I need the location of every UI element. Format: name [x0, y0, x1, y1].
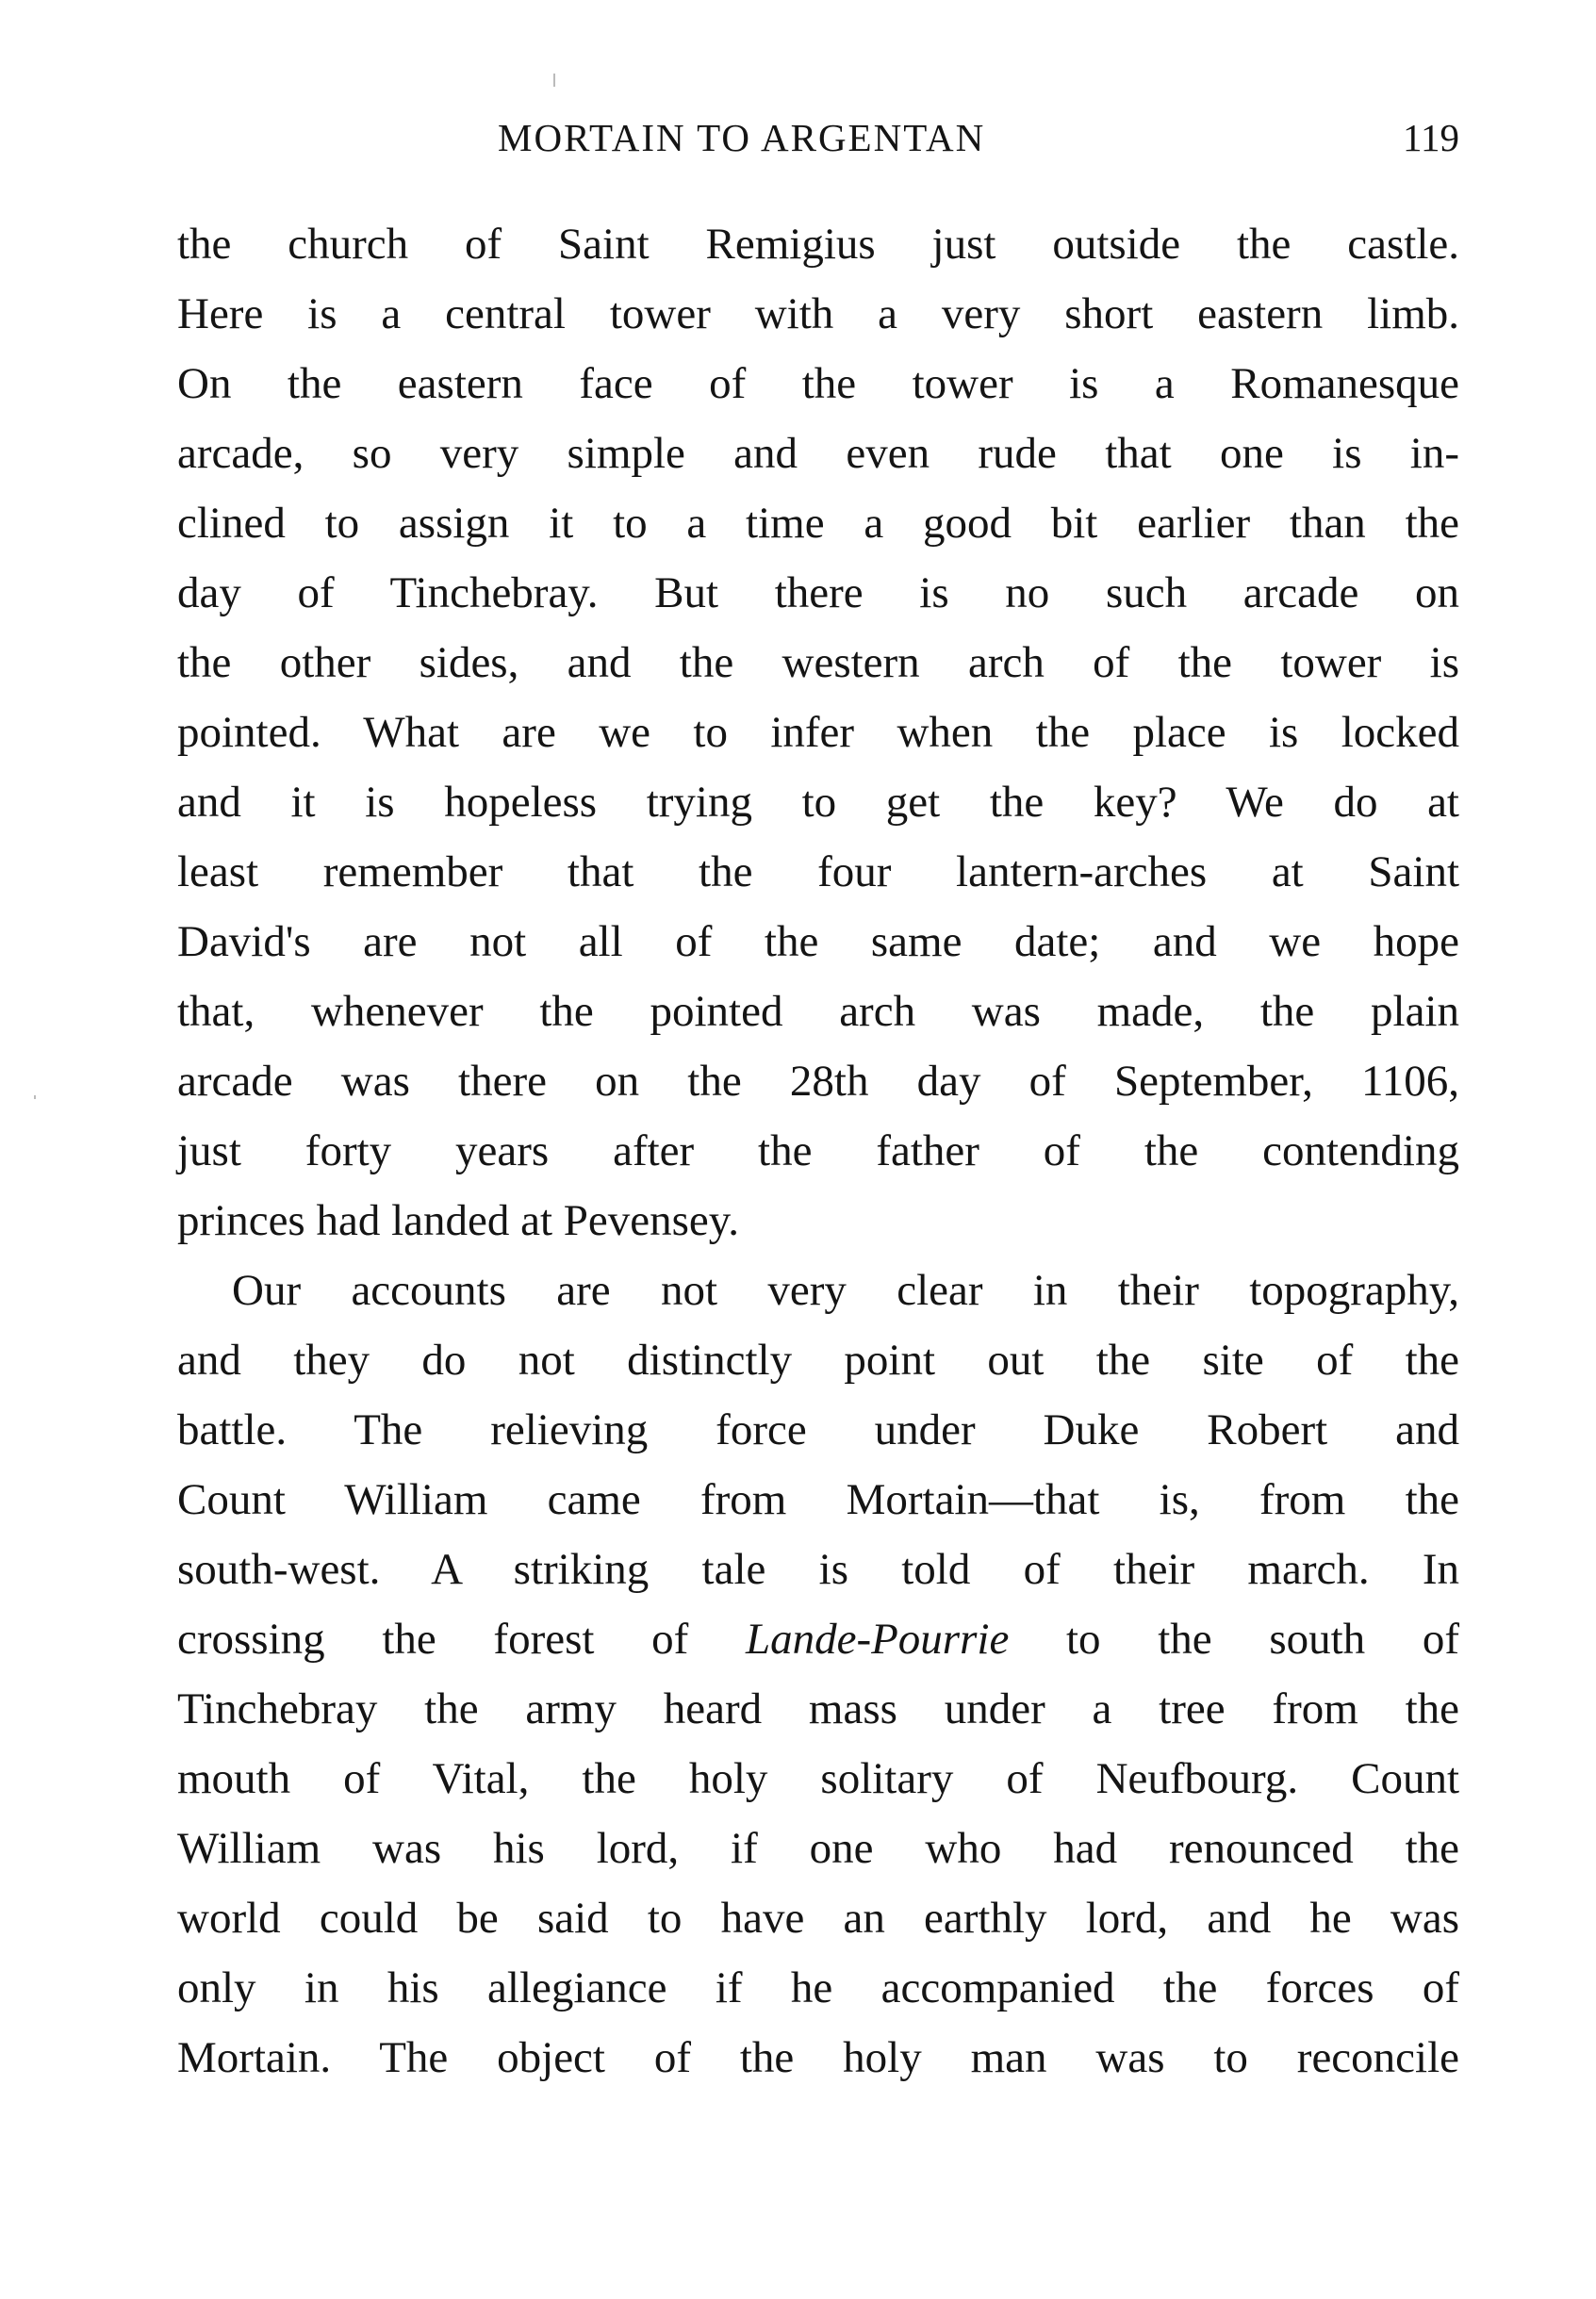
text-line: the other sides, and the western arch of the tower is [177, 638, 1459, 687]
text-line: On the eastern face of the tower is a Romanesque [177, 359, 1459, 408]
text-line: and they do not distinctly point out the site of the [177, 1336, 1459, 1385]
scan-speck [553, 74, 555, 87]
text-line: Tinchebray the army heard mass under a tree from the [177, 1684, 1459, 1733]
text-line: William was his lord, if one who had renounced the [177, 1824, 1459, 1873]
text-line: Our accounts are not very clear in their topography, [232, 1266, 1459, 1315]
text-line: south-west. A striking tale is told of their march. In [177, 1545, 1459, 1594]
text-line: mouth of Vital, the holy solitary of Neufbourg. Count [177, 1754, 1459, 1803]
text-line: Here is a central tower with a very short eastern limb. [177, 289, 1459, 338]
text-run: to the south of [1009, 1615, 1459, 1664]
text-line: day of Tinchebray. But there is no such arcade on [177, 568, 1459, 617]
page-number: 119 [1403, 116, 1459, 159]
text-line: Count William came from Mortain—that is, from the [177, 1475, 1459, 1524]
book-page [177, 0, 1459, 2299]
scan-speck [34, 1095, 36, 1099]
text-run: crossing the forest of [177, 1615, 746, 1664]
running-title: MORTAIN TO ARGENTAN [498, 116, 986, 159]
text-line: the church of Saint Remigius just outside the castle. [177, 220, 1459, 269]
text-line: arcade was there on the 28th day of September, 1106, [177, 1057, 1459, 1106]
text-line: battle. The relieving force under Duke Robert and [177, 1405, 1459, 1454]
running-head [177, 115, 1459, 168]
text-line: least remember that the four lantern-arches at Saint [177, 847, 1459, 896]
text-line: clined to assign it to a time a good bit earlier than the [177, 499, 1459, 548]
body-text [177, 209, 1459, 2093]
text-line: David's are not all of the same date; and we hope [177, 917, 1459, 966]
text-line: only in his allegiance if he accompanied the forces of [177, 1963, 1459, 2012]
text-line: pointed. What are we to infer when the place is locked [177, 708, 1459, 757]
text-line: princes had landed at Pevensey. [177, 1196, 739, 1245]
italic-place-name: Lande-Pourrie [745, 1615, 1010, 1664]
text-line: world could be said to have an earthly lord, and he was [177, 1894, 1459, 1943]
text-line: arcade, so very simple and even rude that one is in- [177, 429, 1459, 478]
text-line: and it is hopeless trying to get the key? We do at [177, 778, 1459, 827]
text-line: just forty years after the father of the contending [177, 1126, 1459, 1175]
paragraph-1 [177, 209, 1459, 1256]
text-line: that, whenever the pointed arch was made, the plain [177, 987, 1459, 1036]
text-line: Mortain. The object of the holy man was to reconcile [177, 2033, 1459, 2082]
paragraph-2 [177, 1256, 1459, 2093]
text-line-forest [177, 1604, 1459, 1674]
